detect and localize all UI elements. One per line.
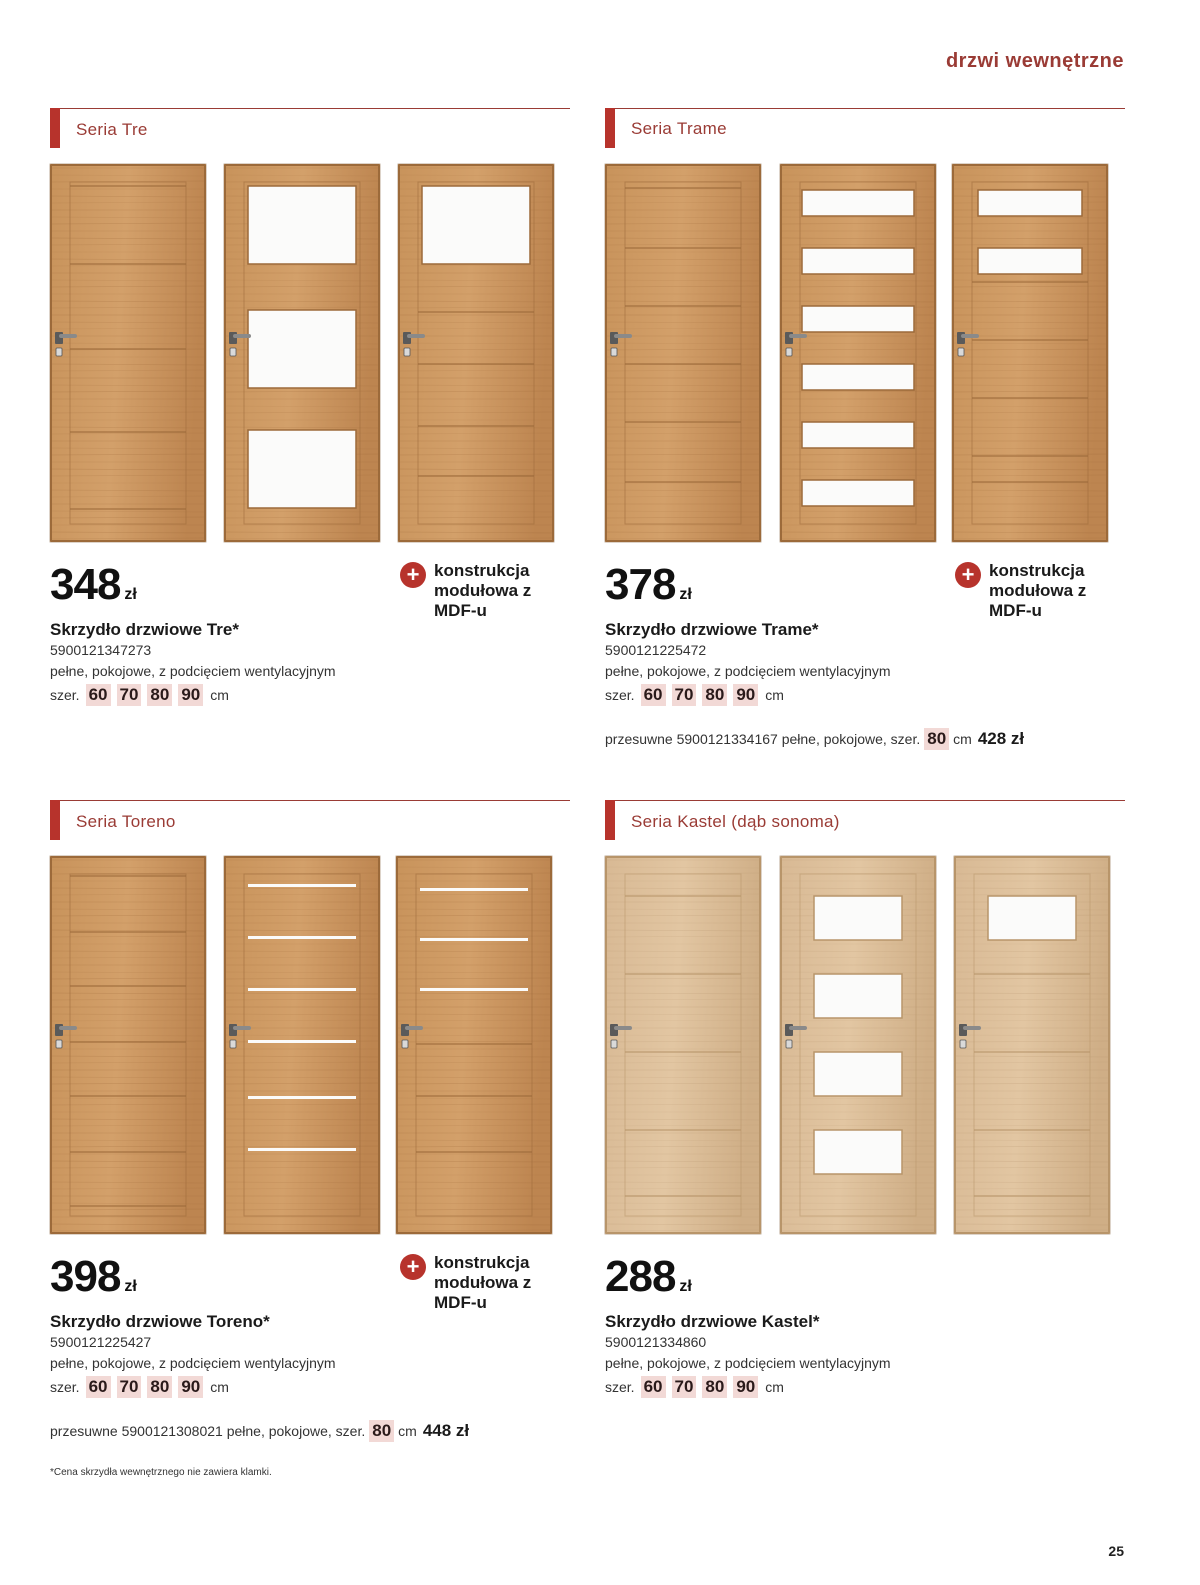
sliding-door-option: przesuwne 5900121334167 pełne, pokojowe, szer. 80 cm 428 zł: [605, 729, 1025, 748]
product-name: Skrzydło drzwiowe Tre*: [50, 620, 239, 639]
section-title: Seria Trame: [605, 108, 727, 148]
size-chip[interactable]: 90: [178, 1376, 203, 1398]
door-image-panel[interactable]: [605, 164, 761, 542]
size-chip[interactable]: 80: [924, 728, 949, 750]
plus-icon: +: [400, 562, 426, 588]
product-description: pełne, pokojowe, z podcięciem wentylacyjnym: [605, 663, 891, 679]
size-chip[interactable]: 80: [147, 684, 172, 706]
price: 398 zł: [50, 1252, 137, 1301]
product-name: Skrzydło drzwiowe Trame*: [605, 620, 819, 639]
size-chip[interactable]: 90: [733, 684, 758, 706]
door-image-glass[interactable]: [780, 164, 936, 542]
size-options: szer. 60 70 80 90 cm: [50, 1377, 229, 1396]
door-gallery: [50, 164, 570, 542]
badge-text: konstrukcja modułowa z MDF-u: [434, 561, 532, 620]
footnote: *Cena skrzydła wewnętrznego nie zawiera klamki.: [50, 1467, 272, 1478]
door-image-glass[interactable]: [396, 856, 552, 1234]
product-name: Skrzydło drzwiowe Toreno*: [50, 1312, 270, 1331]
mdf-badge: [955, 561, 1109, 621]
size-chip[interactable]: 80: [369, 1420, 394, 1442]
sliding-door-option: przesuwne 5900121308021 pełne, pokojowe, szer. 80 cm 448 zł: [50, 1421, 470, 1440]
size-chip[interactable]: 70: [672, 1376, 697, 1398]
sliding-price: 448 zł: [422, 1421, 470, 1440]
size-chip[interactable]: 90: [178, 684, 203, 706]
price: 348 zł: [50, 560, 137, 609]
plus-icon: +: [955, 562, 981, 588]
size-chip[interactable]: 80: [702, 1376, 727, 1398]
size-chip[interactable]: 60: [86, 1376, 111, 1398]
door-image-glass[interactable]: [398, 164, 554, 542]
door-image-glass[interactable]: [952, 164, 1108, 542]
product-code: 5900121225472: [605, 642, 707, 658]
price: 378 zł: [605, 560, 692, 609]
product-name: Skrzydło drzwiowe Kastel*: [605, 1312, 820, 1331]
page-category-header: drzwi wewnętrzne: [945, 50, 1124, 72]
size-options: szer. 60 70 80 90 cm: [50, 685, 229, 704]
size-chip[interactable]: 60: [641, 1376, 666, 1398]
door-gallery: [605, 856, 1125, 1234]
size-chip[interactable]: 80: [147, 1376, 172, 1398]
badge-text: konstrukcja modułowa z MDF-u: [989, 561, 1087, 620]
mdf-badge: [400, 561, 554, 621]
size-chip[interactable]: 80: [702, 684, 727, 706]
mdf-badge: [400, 1253, 554, 1313]
size-chip[interactable]: 70: [117, 1376, 142, 1398]
door-image-glass[interactable]: [224, 164, 380, 542]
product-description: pełne, pokojowe, z podcięciem wentylacyjnym: [50, 663, 336, 679]
door-image-panel[interactable]: [50, 164, 206, 542]
sliding-price: 428 zł: [977, 729, 1025, 748]
plus-icon: +: [400, 1254, 426, 1280]
product-code: 5900121225427: [50, 1334, 152, 1350]
door-gallery: [50, 856, 570, 1234]
size-chip[interactable]: 90: [733, 1376, 758, 1398]
door-image-panel[interactable]: [605, 856, 761, 1234]
section-title: Seria Toreno: [50, 800, 176, 840]
size-chip[interactable]: 60: [86, 684, 111, 706]
door-image-panel[interactable]: [50, 856, 206, 1234]
door-image-glass[interactable]: [954, 856, 1110, 1234]
size-options: szer. 60 70 80 90 cm: [605, 1377, 784, 1396]
product-code: 5900121347273: [50, 642, 152, 658]
product-description: pełne, pokojowe, z podcięciem wentylacyjnym: [50, 1355, 336, 1371]
size-chip[interactable]: 60: [641, 684, 666, 706]
door-image-glass[interactable]: [224, 856, 380, 1234]
badge-text: konstrukcja modułowa z MDF-u: [434, 1253, 532, 1312]
size-chip[interactable]: 70: [672, 684, 697, 706]
size-chip[interactable]: 70: [117, 684, 142, 706]
product-code: 5900121334860: [605, 1334, 707, 1350]
page-number: 25: [1108, 1543, 1124, 1559]
section-title: Seria Kastel (dąb sonoma): [605, 800, 840, 840]
door-image-glass[interactable]: [780, 856, 936, 1234]
size-options: szer. 60 70 80 90 cm: [605, 685, 784, 704]
price: 288 zł: [605, 1252, 692, 1301]
product-description: pełne, pokojowe, z podcięciem wentylacyjnym: [605, 1355, 891, 1371]
door-gallery: [605, 164, 1125, 542]
section-title: Seria Tre: [50, 108, 148, 148]
